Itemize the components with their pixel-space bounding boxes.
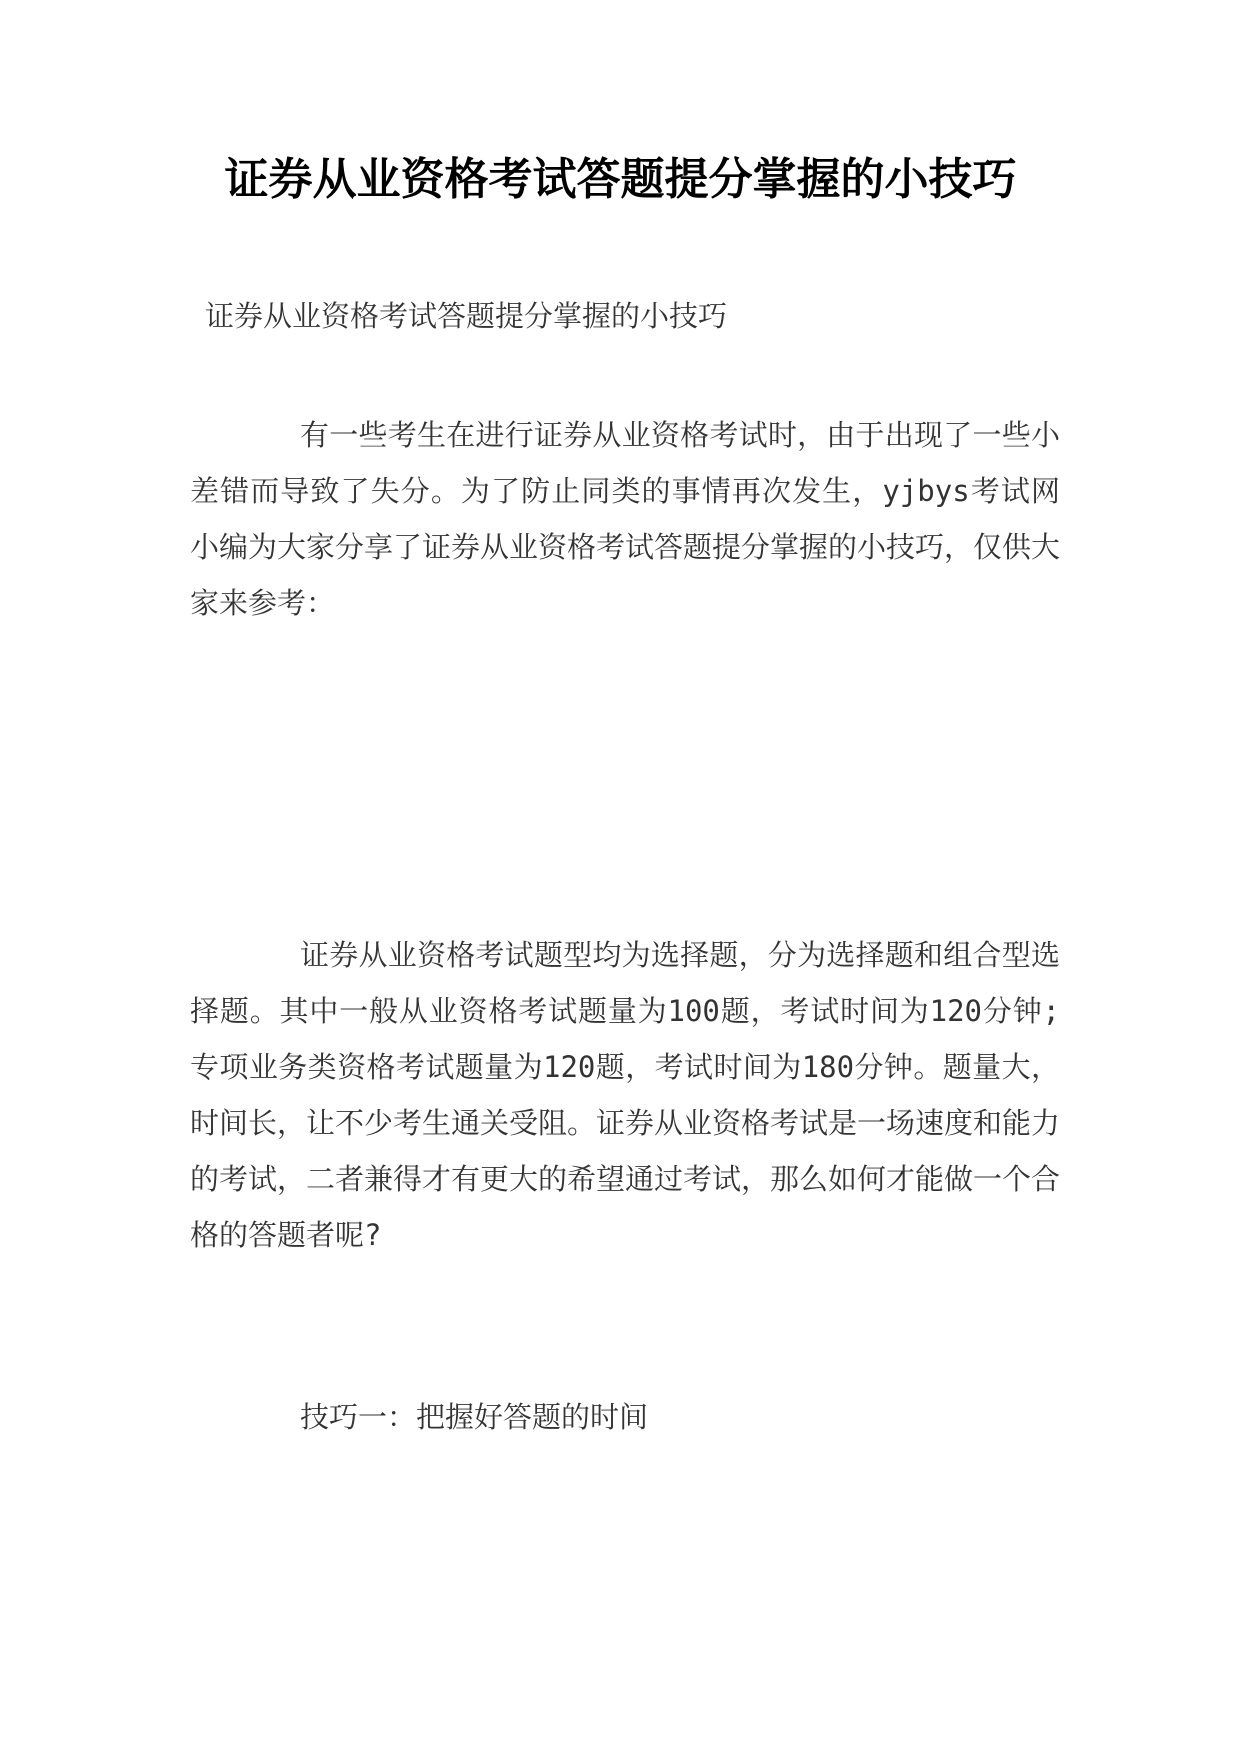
tip-heading: 技巧一：把握好答题的时间 [300, 1400, 649, 1434]
document-title: 证券从业资格考试答题提分掌握的小技巧 [224, 154, 1017, 205]
exam-format-paragraph: 证券从业资格考试题型均为选择题，分为选择题和组合型选择题。其中一般从业资格考试题量为100题，考试时间为120分钟;专项业务类资格考试题量为120题，考试时间为180分钟。题量大，时间长，让不少考生通关受阻。证券从业资格考试是一场速度和能力的考试，二者兼得才有更大的希望通过考试，那么如何才能做一个合格的答题者呢? [190, 938, 1061, 1252]
intro-paragraph: 有一些考生在进行证券从业资格考试时，由于出现了一些小差错而导致了失分。为了防止同类的事情再次发生，yjbys考试网小编为大家分享了证券从业资格考试答题提分掌握的小技巧，仅供大家来参考： [190, 418, 1061, 620]
document-subtitle: 证券从业资格考试答题提分掌握的小技巧 [205, 299, 728, 333]
